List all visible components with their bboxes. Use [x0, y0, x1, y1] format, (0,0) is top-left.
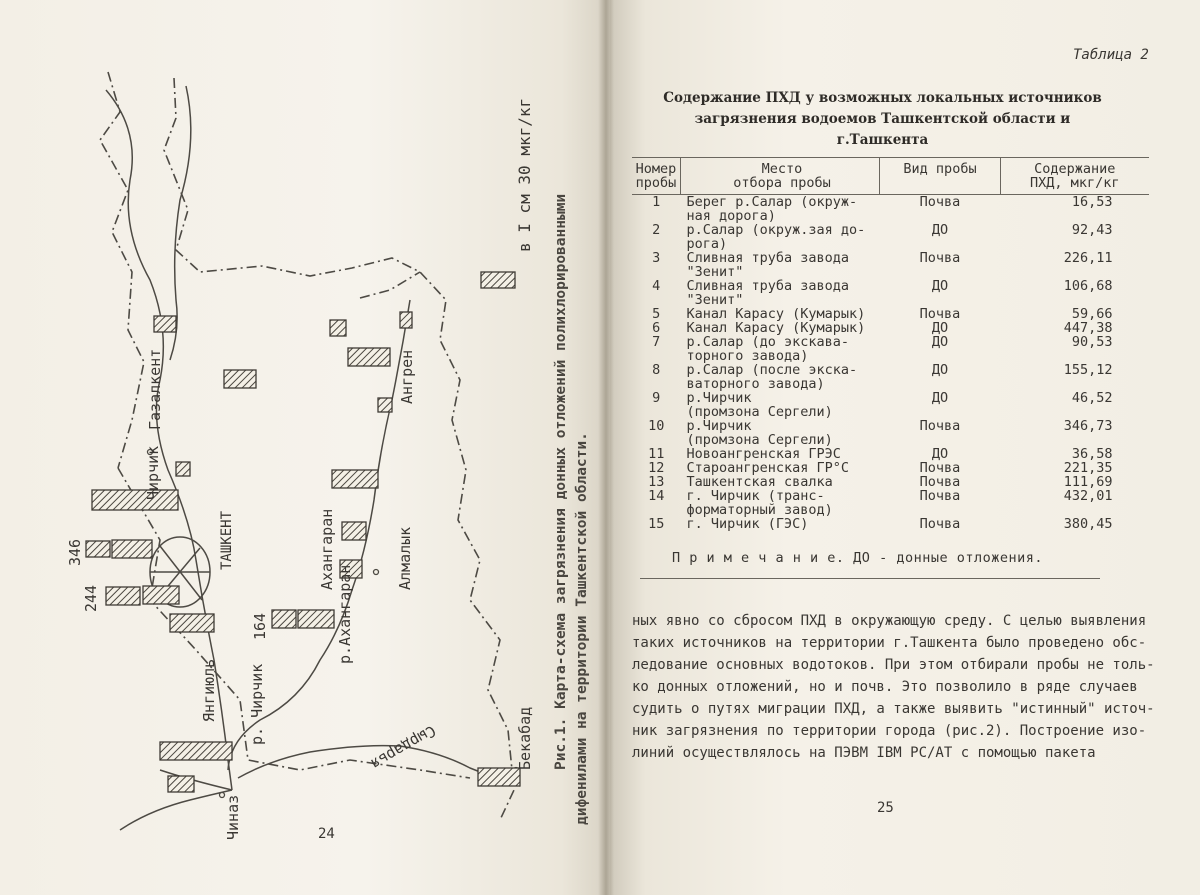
- map-bar: [224, 370, 256, 388]
- cell-sample-type: ДО: [931, 362, 949, 378]
- table-title-line-1: Содержание ПХД у возможных локальных источников: [663, 90, 1102, 106]
- body-line: ко донных отложений, но и почв. Это позволило в ряде случаев: [632, 679, 1138, 695]
- map-bar: [176, 462, 190, 476]
- cell-sampling-place: р.Салар (окруж.зая до- рога): [686, 222, 866, 252]
- figure-caption-line-1: Рис.1. Карта-схема загрязнения донных отложений полихлорированными: [553, 193, 569, 770]
- cell-sampling-place: р.Салар (до экскава- торного завода): [686, 334, 850, 364]
- map-bar: [378, 398, 392, 412]
- table-row: [632, 251, 1149, 279]
- cell-sample-number: 5: [652, 306, 661, 322]
- cell-sampling-place: Берег р.Салар (окруж- ная дорога): [686, 194, 858, 224]
- label-chinaz: Чиназ: [224, 794, 242, 840]
- cell-pcb-content: 221,35: [1063, 460, 1113, 476]
- cell-pcb-content: 111,69: [1063, 474, 1113, 490]
- cell-pcb-content: 59,66: [1071, 306, 1113, 322]
- table-row: [632, 447, 1149, 461]
- cell-sample-number: 3: [652, 250, 661, 266]
- cell-sample-type: ДО: [931, 278, 949, 294]
- header-sampling-place: Место отбора пробы: [681, 158, 880, 195]
- cell-sample-type: Почва: [919, 474, 961, 490]
- pcb-content-table: [632, 157, 1149, 531]
- cell-pcb-content: 380,45: [1063, 516, 1113, 532]
- cell-sampling-place: г. Чирчик (ГЭС): [686, 516, 809, 532]
- region-border: [100, 72, 514, 820]
- cell-sampling-place: Канал Карасу (Кумарык): [686, 320, 866, 336]
- table-row: [632, 321, 1149, 335]
- map-bar: [348, 348, 390, 366]
- cell-sample-number: 4: [652, 278, 661, 294]
- table-row: [632, 195, 1149, 224]
- map-bar: [298, 610, 334, 628]
- label-river-akhangaran: р.Ахангаран: [336, 564, 354, 664]
- table-label: Таблица 2: [1073, 47, 1149, 63]
- table-row: [632, 335, 1149, 363]
- map-bar: [112, 540, 152, 558]
- table-row: [632, 279, 1149, 307]
- header-sample-type: Вид пробы: [880, 158, 1001, 195]
- cell-sample-type: Почва: [919, 194, 961, 210]
- label-almalyk: Алмалык: [396, 526, 414, 590]
- cell-sampling-place: р.Чирчик (промзона Сергели): [686, 390, 833, 420]
- map-scale-legend: в I см 30 мкг/кг: [515, 97, 534, 252]
- map-bar: [272, 610, 296, 628]
- map-bar: [86, 541, 110, 557]
- cell-sampling-place: р.Салар (после экска- ваторного завода): [686, 362, 858, 392]
- map-bar: [154, 316, 176, 332]
- label-angren: Ангрен: [398, 349, 416, 404]
- cell-pcb-content: 16,53: [1071, 194, 1113, 210]
- map-bar: [168, 776, 194, 792]
- cell-sample-number: 6: [652, 320, 661, 336]
- body-line: судить о путях миграции ПХД, а также выявить "истинный" источ-: [632, 701, 1155, 717]
- label-value-346: 346: [66, 538, 84, 566]
- body-line: ных явно со сбросом ПХД в окружающую среду. С целью выявления: [632, 613, 1147, 629]
- cell-sample-type: Почва: [919, 516, 961, 532]
- body-paragraph: [632, 610, 1155, 764]
- cell-sample-number: 14: [648, 488, 665, 504]
- cell-sampling-place: Сливная труба завода "Зенит": [686, 250, 850, 280]
- table-row: [632, 391, 1149, 419]
- body-line: линий осуществлялось на ПЭВМ IBM PC/AT с помощью пакета: [632, 745, 1096, 761]
- map-bar: [332, 470, 378, 488]
- cell-sampling-place: р.Чирчик (промзона Сергели): [686, 418, 833, 448]
- rivers: [106, 86, 520, 830]
- cell-sample-type: Почва: [919, 306, 961, 322]
- label-value-244: 244: [82, 584, 100, 612]
- page-number-left: 24: [318, 826, 335, 842]
- cell-sampling-place: Староангренская ГР°С: [686, 460, 850, 476]
- cell-sample-number: 7: [652, 334, 661, 350]
- cell-sample-number: 13: [648, 474, 665, 490]
- label-yangiyul: Янгиюль: [200, 658, 218, 722]
- table-row: [632, 363, 1149, 391]
- cell-pcb-content: 36,58: [1071, 446, 1113, 462]
- cell-sample-type: ДО: [931, 222, 949, 238]
- table-row: [632, 419, 1149, 447]
- legend-bar: [481, 272, 515, 288]
- table-row: [632, 461, 1149, 475]
- cell-sample-type: Почва: [919, 250, 961, 266]
- map-bar: [342, 522, 366, 540]
- cell-sampling-place: Сливная труба завода "Зенит": [686, 278, 850, 308]
- map-bar: [400, 312, 412, 328]
- cell-sample-number: 12: [648, 460, 665, 476]
- table-body: [632, 195, 1149, 532]
- body-line: таких источников на территории г.Ташкента было проведено обс-: [632, 635, 1147, 651]
- label-river-chirchik: р. Чирчик: [248, 663, 266, 745]
- table-header-row: [632, 158, 1149, 195]
- cell-pcb-content: 447,38: [1063, 320, 1113, 336]
- table-title-line-2: загрязнения водоемов Ташкентской области и г.Ташкента: [694, 111, 1071, 148]
- body-line: ник загрязнения по территории города (рис.2). Построение изо-: [632, 723, 1147, 739]
- figure-caption-line-2: дифенилами на территории Ташкентской области.: [574, 432, 590, 825]
- label-chirchik: Чирчик: [144, 445, 162, 500]
- cell-sample-number: 10: [648, 418, 665, 434]
- cell-pcb-content: 226,11: [1063, 250, 1113, 266]
- map-bar: [170, 614, 214, 632]
- table-row: [632, 307, 1149, 321]
- note-divider: [640, 578, 1100, 579]
- cell-pcb-content: 106,68: [1063, 278, 1113, 294]
- cell-pcb-content: 346,73: [1063, 418, 1113, 434]
- map-bar: [143, 586, 179, 604]
- table-title: [655, 88, 1110, 151]
- header-sample-number: Номер пробы: [632, 158, 681, 195]
- cell-sample-number: 1: [652, 194, 661, 210]
- cell-sample-number: 11: [648, 446, 665, 462]
- cell-pcb-content: 90,53: [1071, 334, 1113, 350]
- table-row: [632, 489, 1149, 517]
- map-bar: [160, 742, 232, 760]
- cell-sampling-place: Новоангренская ГРЭС: [686, 446, 841, 462]
- cell-sample-type: Почва: [919, 460, 961, 476]
- header-pcb-content: Содержание ПХД, мкг/кг: [1001, 158, 1149, 195]
- cell-sample-number: 8: [652, 362, 661, 378]
- map-bar: [92, 490, 178, 510]
- map-bar: [478, 768, 520, 786]
- label-river-syrdarya: Сырдарья: [367, 721, 439, 774]
- cell-sample-number: 9: [652, 390, 661, 406]
- cell-sample-number: 2: [652, 222, 661, 238]
- label-gazalkent: Газалкент: [146, 348, 164, 430]
- cell-sample-type: ДО: [931, 390, 949, 406]
- label-city-tashkent: ТАШКЕНТ: [219, 510, 235, 570]
- table-row: [632, 517, 1149, 531]
- cell-sampling-place: Канал Карасу (Кумарык): [686, 306, 866, 322]
- label-value-164: 164: [251, 612, 269, 640]
- body-line: ледование основных водотоков. При этом отбирали пробы не толь-: [632, 657, 1155, 673]
- table-note: П р и м е ч а н и е. ДО - донные отложения.: [672, 550, 1043, 566]
- table-row: [632, 475, 1149, 489]
- cell-sampling-place: Ташкентская свалка: [686, 474, 833, 490]
- cell-sample-type: ДО: [931, 334, 949, 350]
- cell-sample-type: Почва: [919, 418, 961, 434]
- cell-sample-number: 15: [648, 516, 665, 532]
- cell-pcb-content: 92,43: [1071, 222, 1113, 238]
- label-akhangaran: Ахангаран: [318, 508, 336, 590]
- cell-sample-type: ДО: [931, 446, 949, 462]
- map-bar: [330, 320, 346, 336]
- page-number-right: 25: [877, 800, 894, 816]
- cell-pcb-content: 155,12: [1063, 362, 1113, 378]
- cell-pcb-content: 432,01: [1063, 488, 1113, 504]
- label-bekabad: Бекабад: [516, 706, 534, 770]
- cell-pcb-content: 46,52: [1071, 390, 1113, 406]
- cell-sample-type: Почва: [919, 488, 961, 504]
- map-bar: [106, 587, 140, 605]
- table-row: [632, 223, 1149, 251]
- cell-sample-type: ДО: [931, 320, 949, 336]
- cell-sampling-place: г. Чирчик (транс- форматорный завод): [686, 488, 833, 518]
